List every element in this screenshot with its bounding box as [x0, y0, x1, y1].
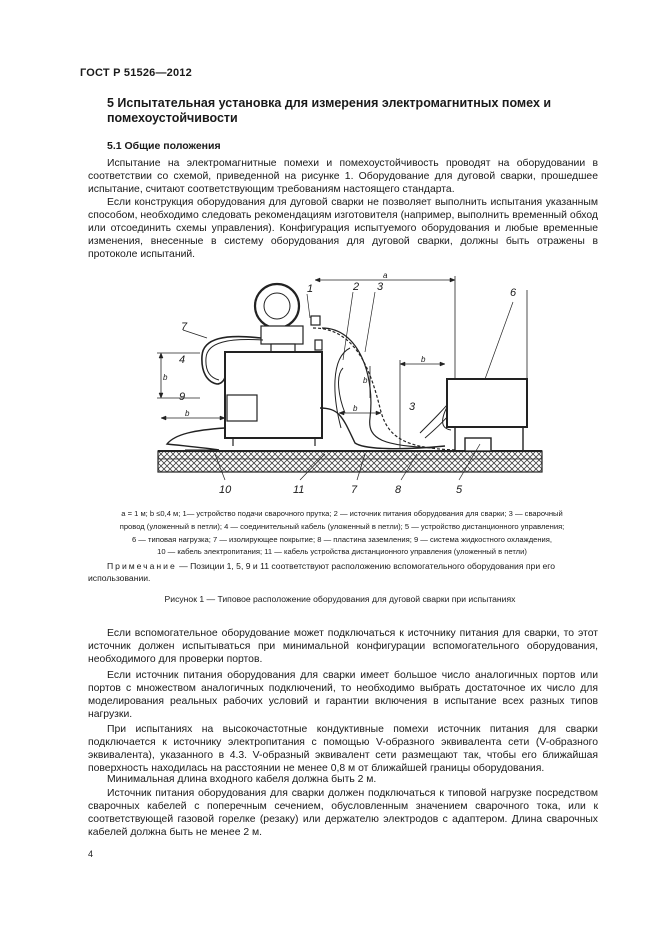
paragraph: Источник питания оборудования для сварки должен подключаться к типовой нагрузке посредством сварочных кабелей с поперечным сечением, обусловленным значением сварочного тока, или к соответствующей газовой горелке (резаку) или держателю электродов с адаптером. Длина сварочных кабелей должна быть не менее 2 м.: [88, 788, 598, 839]
fig-label-3b: 3: [409, 401, 416, 413]
fig-label-11: 11: [293, 484, 305, 496]
paragraph: Минимальная длина входного кабеля должна быть 2 м.: [107, 774, 377, 785]
ground-plate: [158, 451, 542, 472]
legend-line: 10 — кабель электропитания; 11 — кабель устройства дистанционного управления (уложенный в петли): [157, 547, 527, 557]
fig-label-7b: 7: [351, 484, 358, 496]
fig-label-3: 3: [377, 281, 384, 293]
remote-control: [465, 438, 491, 451]
paragraph: При испытаниях на высокочастотные кондуктивные помехи источник питания для сварки подключается к источнику электропитания с помощью V-образного эквивалента сети (V-образного эквивалента), указанного в 4.3. V-образный эквивалент сети размещают так, чтобы его ближайшая поверхность находилась на расстоянии не менее 0,8 м от ближайшей границы оборудования.: [88, 724, 598, 775]
fig-label-b2: b: [185, 409, 190, 418]
section-title: 5 Испытательная установка для измерения электромагнитных помех и помехоустойчивости: [107, 96, 552, 125]
paragraph: Испытание на электромагнитные помехи и помехоустойчивость проводят на оборудовании в соответствии со схемой, приведенной на рисунке 1. Оборудование для дуговой сварки, прошедшее испытание, считают соответствующим требованиям настоящего стандарта.: [88, 158, 598, 196]
paragraph: Если источник питания оборудования для сварки имеет большое число аналогичных портов или портов с множеством аналогичных подключений, то необходимо выбрать достаточное их число для моделирования реальных рабочих условий и гарантии включения в испытание всех разных типов нагрузки.: [88, 670, 598, 721]
figure-legend: [85, 508, 599, 559]
fig-label-9: 9: [179, 391, 186, 403]
fig-label-10: 10: [219, 484, 232, 496]
subsection-title: 5.1 Общие положения: [107, 140, 221, 152]
note-label: Примечание: [107, 561, 177, 571]
typical-load: [447, 379, 527, 427]
paragraph: Если вспомогательное оборудование может подключаться к источнику питания для сварки, то этот источник должен испытываться при минимальной конфигурации вспомогательного оборудования, необходимого для проверки портов.: [88, 628, 598, 666]
legend-line: 6 — типовая нагрузка; 7 — изолирующее покрытие; 8 — пластина заземления; 9 — система жидкостного охлаждения,: [131, 534, 553, 544]
fig-label-a: a: [383, 271, 388, 280]
fig-label-b3: b: [363, 376, 368, 385]
fig-label-b4: b: [353, 404, 358, 413]
fig-label-2: 2: [353, 281, 360, 293]
figure-caption: Рисунок 1 — Типовое расположение оборудования для дуговой сварки при испытаниях: [164, 594, 516, 604]
legend-line: провод (уложенный в петли); 4 — соединительный кабель (уложенный в петли); 5 — устройство дистанционного управления;: [119, 521, 565, 531]
fig-label-5: 5: [456, 484, 463, 496]
fig-label-b1: b: [163, 373, 168, 382]
fig-label-b5: b: [421, 355, 426, 364]
note-text: — Позиции 1, 5, 9 и 11 соответствуют расположению вспомогательного оборудования при его использовании.: [88, 561, 556, 583]
legend-line: a = 1 м; b ≤0,4 м; 1— устройство подачи сварочного прутка; 2 — источник питания оборудования для сварки; 3 — сварочный: [121, 509, 563, 518]
fig-label-6: 6: [510, 287, 517, 299]
fig-label-7: 7: [181, 321, 188, 333]
figure-note: [88, 561, 598, 584]
page-number: 4: [88, 849, 94, 859]
fig-label-8: 8: [395, 484, 402, 496]
fig-label-1: 1: [307, 283, 314, 295]
standard-header: ГОСТ Р 51526—2012: [80, 67, 192, 79]
figure-diagram: [155, 268, 545, 503]
fig-label-4: 4: [179, 354, 186, 366]
paragraph: Если конструкция оборудования для дуговой сварки не позволяет выполнить испытания указанным способом, необходимо следовать рекомендациям изготовителя (например, выполнить временный обход или отсоединить схемы управления). Конфигурация испытуемого оборудования и любые временные изменения, внесенные в систему оборудования для дуговой сварки, должны быть отражены в протоколе испытаний.: [88, 197, 598, 261]
